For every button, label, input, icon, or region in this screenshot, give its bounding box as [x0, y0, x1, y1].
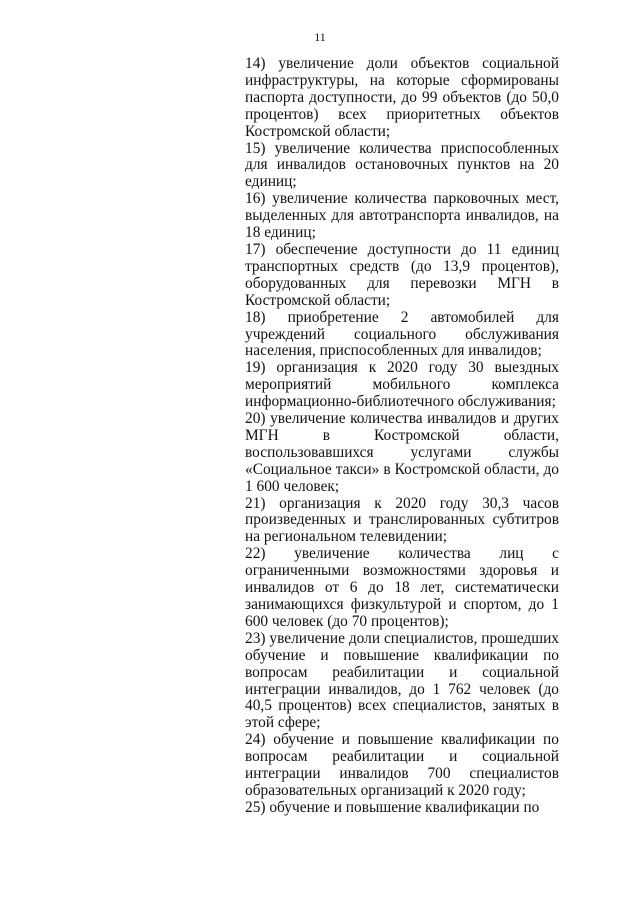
list-item-22: 22) увеличение количества лиц с ограниченными возможностями здоровья и инвалидов от 6 до 18 лет, систематически занимающихся физкультурой и спортом, до 1 600 человек (до 70 процентов); [245, 545, 559, 630]
list-item-24: 24) обучение и повышение квалификации по вопросам реабилитации и социальной интеграции инвалидов 700 специалистов образовательных организаций к 2020 году; [245, 731, 559, 799]
list-item-20: 20) увеличение количества инвалидов и других МГН в Костромской области, воспользовавшихся услугами службы «Социальное такси» в Костромской области, до 1 600 человек; [245, 410, 559, 495]
list-item-17: 17) обеспечение доступности до 11 единиц транспортных средств (до 13,9 процентов), оборудованных для перевозки МГН в Костромской области; [245, 240, 559, 309]
list-item-21: 21) организация к 2020 году 30,3 часов произведенных и транслированных субтитров на региональном телевидении; [245, 494, 559, 546]
list-item-16: 16) увеличение количества парковочных мест, выделенных для автотранспорта инвалидов, на 18 единиц; [245, 190, 559, 242]
page-number: 11 [314, 30, 326, 44]
list-item-18: 18) приобретение 2 автомобилей для учреждений социального обслуживания населения, приспособленных для инвалидов; [245, 308, 559, 360]
list-item-25: 25) обучение и повышение квалификации по [245, 798, 540, 816]
list-item-14: 14) увеличение доли объектов социальной инфраструктуры, на которые сформированы паспорта доступности, до 99 объектов (до 50,0 процентов) всех приоритетных объектов Костромской области; [245, 55, 559, 140]
list-item-19: 19) организация к 2020 году 30 выездных мероприятий мобильного комплекса информационно-библиотечного обслуживания; [245, 359, 559, 411]
document-body [245, 56, 559, 817]
list-item-15: 15) увеличение количества приспособленных для инвалидов остановочных пунктов на 20 единиц; [245, 139, 559, 191]
list-item-23: 23) увеличение доли специалистов, прошедших обучение и повышение квалификации по вопросам реабилитации и социальной интеграции инвалидов, до 1 762 человек (до 40,5 процентов) всех специалистов, занятых в этой сфере; [245, 629, 559, 732]
